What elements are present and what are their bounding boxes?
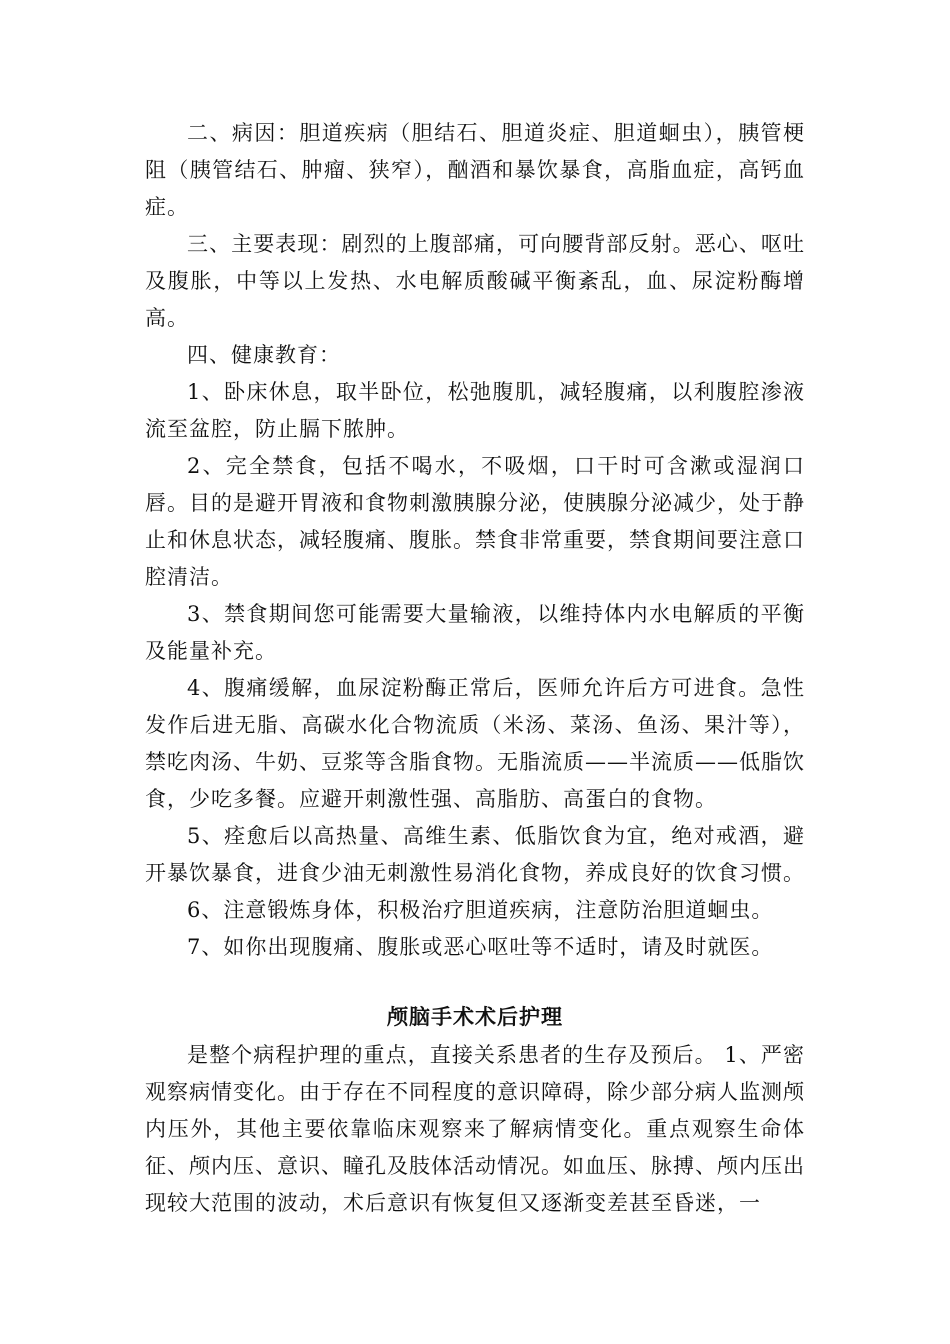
- education-item-6: 6、注意锻炼身体，积极治疗胆道疾病，注意防治胆道蛔虫。: [187, 898, 774, 922]
- symptoms-paragraph: 三、主要表现：剧烈的上腹部痛，可向腰背部反射。恶心、呕吐及腹胀，中等以上发热、水电解质酸碱平衡紊乱，血、尿淀粉酶增高。: [145, 232, 805, 330]
- education-item-1: 1、卧床休息，取半卧位，松弛腹肌，减轻腹痛，以利腹腔渗液流至盆腔，防止膈下脓肿。: [145, 380, 805, 441]
- education-item-3: 3、禁食期间您可能需要大量输液，以维持体内水电解质的平衡及能量补充。: [145, 602, 805, 663]
- education-item-2: 2、完全禁食，包括不喝水，不吸烟，口干时可含漱或湿润口唇。目的是避开胃液和食物刺激胰腺分泌，使胰腺分泌减少，处于静止和休息状态，减轻腹痛、腹胀。禁食非常重要，禁食期间要注意口腔清洁。: [145, 454, 805, 589]
- postop-care-paragraph: 是整个病程护理的重点，直接关系患者的生存及预后。 1、严密观察病情变化。由于存在不同程度的意识障碍，除少部分病人监测颅内压外，其他主要依靠临床观察来了解病情变化。重点观察生命体征、颅内压、意识、瞳孔及肢体活动情况。如血压、脉搏、颅内压出现较大范围的波动，术后意识有恢复但又逐渐变差甚至昏迷，一: [145, 1043, 805, 1215]
- document-page: [145, 115, 805, 1222]
- education-item-5: 5、痊愈后以高热量、高维生素、低脂饮食为宜，绝对戒酒，避开暴饮暴食，进食少油无刺激性易消化食物，养成良好的饮食习惯。: [145, 824, 805, 885]
- education-item-7: 7、如你出现腹痛、腹胀或恶心呕吐等不适时，请及时就医。: [187, 935, 774, 959]
- education-item-4: 4、腹痛缓解，血尿淀粉酶正常后，医师允许后方可进食。急性发作后进无脂、高碳水化合物流质（米汤、菜汤、鱼汤、果汁等），禁吃肉汤、牛奶、豆浆等含脂食物。无脂流质——半流质——低脂饮食，少吃多餐。应避开刺激性强、高脂肪、高蛋白的食物。: [145, 676, 805, 811]
- section-title: 颅脑手术术后护理: [387, 1005, 563, 1029]
- health-education-heading: 四、健康教育：: [187, 343, 341, 367]
- cause-paragraph: 二、病因：胆道疾病（胆结石、胆道炎症、胆道蛔虫），胰管梗阻（胰管结石、肿瘤、狭窄），酗酒和暴饮暴食，高脂血症，高钙血症。: [145, 121, 805, 219]
